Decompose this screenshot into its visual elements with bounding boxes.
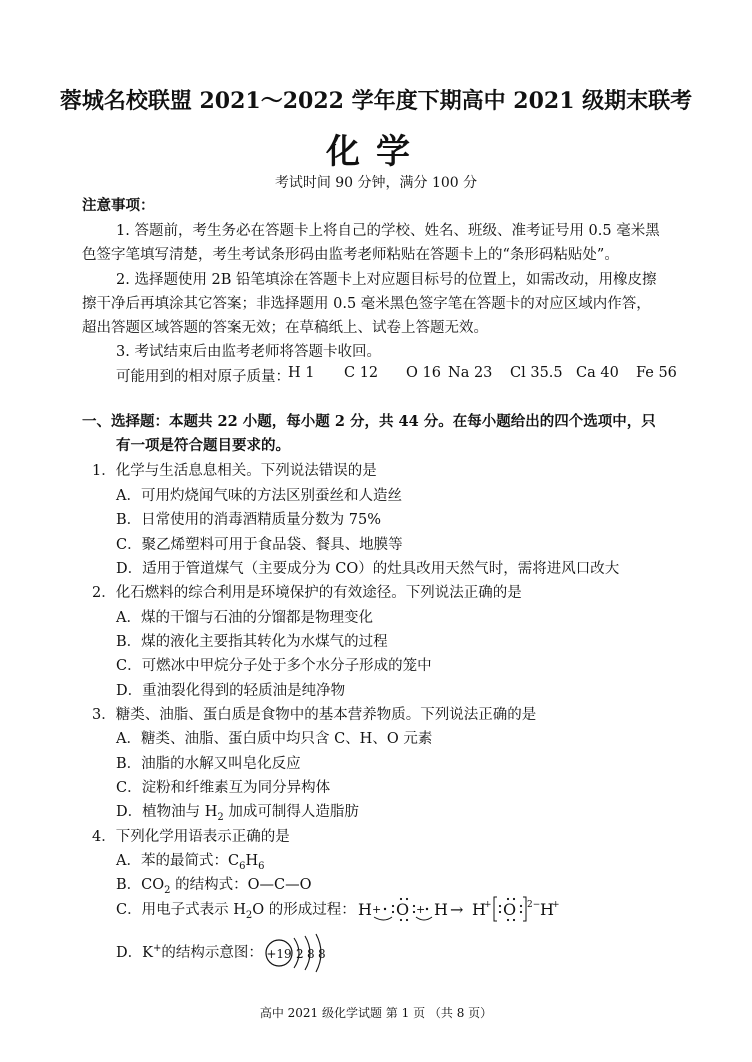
h2o-electron-formula <box>356 893 561 925</box>
formula-h-plus-2: H <box>540 900 554 919</box>
question-3-option-c: C．淀粉和纤维素互为同分异构体 <box>116 780 331 796</box>
question-3-option-b: B．油脂的水解又叫皂化反应 <box>116 756 301 772</box>
notice-item-2-line-3: 超出答题区域答题的答案无效；在草稿纸上、试卷上答题无效。 <box>82 320 488 336</box>
nucleus-charge: +19 <box>266 947 292 961</box>
question-3-stem: 3．糖类、油脂、蛋白质是食物中的基本营养物质。下列说法正确的是 <box>92 707 537 723</box>
atomic-mass-c: C 12 <box>344 365 379 381</box>
notice-item-3: 3. 考试结束后由监考老师将答题卡收回。 <box>116 344 381 360</box>
question-4-stem: 4．下列化学用语表示正确的是 <box>92 829 290 845</box>
question-2-option-c: C．可燃冰中甲烷分子处于多个水分子形成的笼中 <box>116 658 432 674</box>
exam-info: 考试时间 90 分钟，满分 100 分 <box>274 175 478 191</box>
question-2-stem: 2．化石燃料的综合利用是环境保护的有效途径。下列说法正确的是 <box>92 585 522 601</box>
formula-plus-2: + <box>416 903 426 916</box>
atomic-mass-na: Na 23 <box>448 365 493 381</box>
shell-3-electrons: 8 <box>318 947 326 961</box>
notice-item-2-line-1: 2. 选择题使用 2B 铅笔填涂在答题卡上对应题目标号的位置上，如需改动，用橡皮擦 <box>116 272 657 288</box>
shell-1-electrons: 2 <box>296 947 304 961</box>
atomic-mass-fe: Fe 56 <box>636 365 677 381</box>
section-1-heading-line-1: 一、选择题：本题共 22 小题，每小题 2 分，共 44 分。在每小题给出的四个选项中，只 <box>82 413 656 430</box>
notice-item-1-line-2: 色签字笔填写清楚，考生考试条形码由监考老师粘贴在答题卡上的“条形码粘贴处”。 <box>82 247 619 263</box>
question-2-option-b: B．煤的液化主要指其转化为水煤气的过程 <box>116 634 388 650</box>
formula-o2: O <box>503 900 517 919</box>
question-1-option-d: D．适用于管道煤气（主要成分为 CO）的灶具改用天然气时，需将进风口改大 <box>116 561 620 577</box>
formula-h-plus-2-sup: + <box>552 900 560 910</box>
formula-h-plus-1: H <box>472 900 486 919</box>
question-4-option-a: A．苯的最简式：$C_6H_6$ <box>116 853 265 872</box>
shell-2-electrons: 8 <box>307 947 315 961</box>
subject-title: 化学 <box>326 132 426 172</box>
notice-item-1-line-1: 1. 答题前，考生务必在答题卡上将自己的学校、姓名、班级、准考证号用 0.5 毫米黑 <box>116 223 660 239</box>
atomic-mass-cl: Cl 35.5 <box>510 365 563 381</box>
atomic-mass-o: O 16 <box>406 365 441 381</box>
formula-arrow: → <box>450 900 464 919</box>
section-1-heading-line-2: 有一项是符合题目要求的。 <box>116 437 290 454</box>
formula-h2: H <box>434 900 448 919</box>
question-4-option-b: B．$CO_2$ 的结构式：O—C—O <box>116 877 312 896</box>
question-1-stem: 1．化学与生活息息相关。下列说法错误的是 <box>92 463 377 479</box>
exam-title: 蓉城名校联盟 2021～2022 学年度下期高中 2021 级期末联考 <box>59 88 693 114</box>
notice-heading: 注意事项： <box>82 197 155 214</box>
formula-h1: H <box>358 900 372 919</box>
question-2-option-a: A．煤的干馏与石油的分馏都是物理变化 <box>116 610 373 626</box>
question-3-option-a: A．糖类、油脂、蛋白质中均只含 C、H、O 元素 <box>116 731 433 747</box>
question-1-option-b: B．日常使用的消毒酒精质量分数为 75% <box>116 512 381 528</box>
formula-charge: 2− <box>527 900 541 910</box>
question-2-option-d: D．重油裂化得到的轻质油是纯净物 <box>116 683 346 699</box>
formula-h-plus-1-sup: + <box>484 900 492 910</box>
formula-o1: O <box>396 900 410 919</box>
atomic-mass-h: H 1 <box>288 365 315 381</box>
potassium-ion-structure-diagram <box>262 932 336 974</box>
formula-plus-1: + <box>372 903 382 916</box>
atomic-mass-ca: Ca 40 <box>576 365 619 381</box>
page-footer: 高中 2021 级化学试题 第 1 页 （共 8 页） <box>259 1006 493 1020</box>
atomic-mass-label: 可能用到的相对原子质量： <box>116 369 290 385</box>
question-3-option-d: D．植物油与 $H_2$ 加成可制得人造脂肪 <box>116 804 359 823</box>
question-4-option-c: C．用电子式表示 $H_2O$ 的形成过程： <box>116 902 356 921</box>
question-1-option-c: C．聚乙烯塑料可用于食品袋、餐具、地膜等 <box>116 537 403 553</box>
question-4-option-d: D．K+的结构示意图： <box>116 943 263 961</box>
notice-item-2-line-2: 擦干净后再填涂其它答案；非选择题用 0.5 毫米黑色签字笔在答题卡的对应区域内作答， <box>82 296 651 312</box>
question-1-option-a: A．可用灼烧闻气味的方法区别蚕丝和人造丝 <box>116 488 402 504</box>
